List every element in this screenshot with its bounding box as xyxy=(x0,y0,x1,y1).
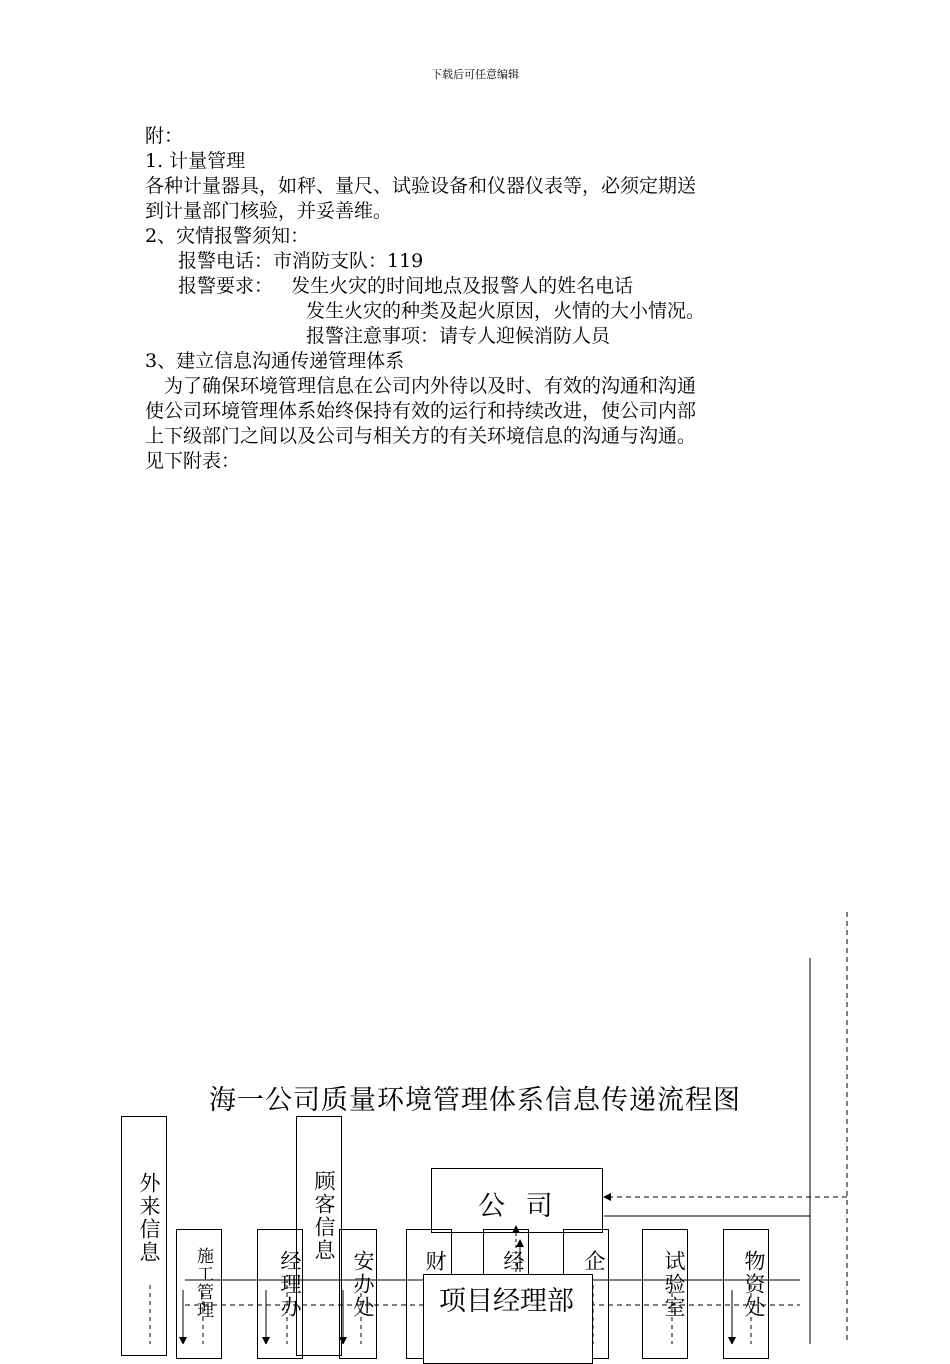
external-info-label: 外来信息 xyxy=(137,1172,161,1264)
alarm-requirement-line: 发生火灾的种类及起火原因，火情的大小情况。 xyxy=(306,300,706,322)
appendix-label: 附： xyxy=(145,125,184,147)
paragraph-line: 上下级部门之间以及公司与相关方的有关环境信息的沟通与沟通。 xyxy=(145,425,697,447)
paragraph-line: 见下附表： xyxy=(145,450,241,472)
dept-label-finance: 财 xyxy=(423,1250,447,1273)
paragraph-line: 各种计量器具，如秤、量尺、试验设备和仪器仪表等，必须定期送 xyxy=(145,175,697,197)
project-dept-label: 项目经理部 xyxy=(439,1286,574,1317)
alarm-notice-line: 报警注意事项：请专人迎候消防人员 xyxy=(306,325,611,347)
dept-label-construction: 施工管理 xyxy=(193,1247,213,1319)
section-heading-measurement: 1. 计量管理 xyxy=(145,150,246,172)
customer-info-label: 顾客信息 xyxy=(312,1170,336,1262)
alarm-requirement-line: 报警要求： 发生火灾的时间地点及报警人的姓名电话 xyxy=(178,275,634,297)
paragraph-line: 到计量部门核验，并妥善维。 xyxy=(145,200,393,222)
dept-label-materials: 物资处 xyxy=(742,1250,766,1319)
dept-label-safety: 安办处 xyxy=(351,1250,375,1319)
paragraph-line: 使公司环境管理体系始终保持有效的运行和持续改进，使公司内部 xyxy=(145,400,697,422)
dept-label-laboratory: 试验室 xyxy=(662,1250,686,1319)
alarm-phone-line: 报警电话：市消防支队：119 xyxy=(178,250,424,272)
company-label: 公 司 xyxy=(478,1191,559,1222)
paragraph-line: 为了确保环境管理信息在公司内外待以及时、有效的沟通和沟通 xyxy=(164,375,697,397)
section-heading-fire-alarm: 2、灾情报警须知： xyxy=(145,225,310,247)
header-note: 下载后可任意编辑 xyxy=(431,68,519,81)
section-heading-communication: 3、建立信息沟通传递管理体系 xyxy=(145,350,405,372)
dept-label-enterprise: 企 xyxy=(582,1250,606,1273)
flowchart-title: 海一公司质量环境管理体系信息传递流程图 xyxy=(209,1085,741,1116)
dept-label-operations: 经 xyxy=(501,1250,525,1273)
dept-label-manager-office: 经理办 xyxy=(278,1250,302,1319)
